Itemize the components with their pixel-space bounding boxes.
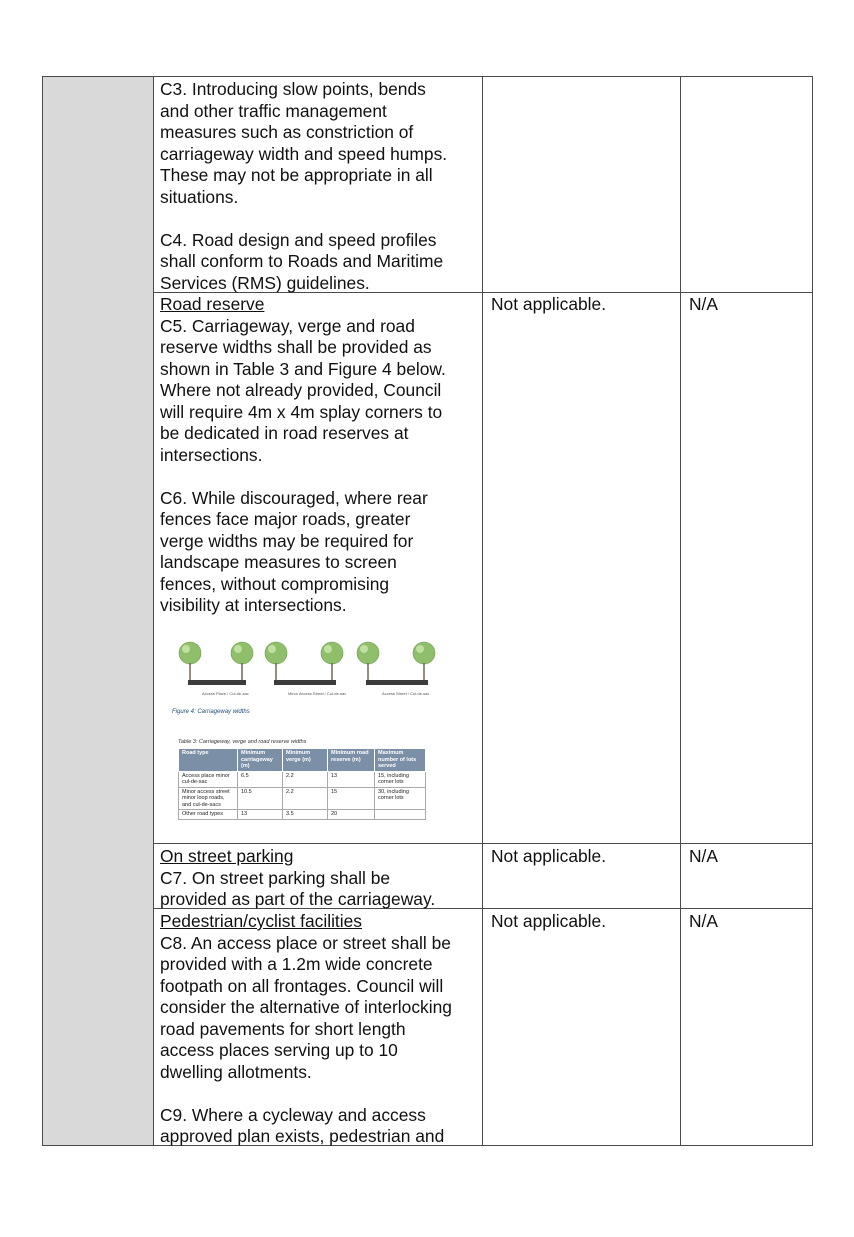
row-3-compliance: N/A [689, 911, 718, 931]
row-3-assessment: Not applicable. [491, 911, 607, 931]
table-row: Other road types 13 3.5 20 [179, 810, 426, 820]
carriageway-figure [172, 633, 440, 839]
section-heading-on-street-parking: On street parking [160, 846, 294, 866]
table-caption: Table 3: Carriageway, verge and road reserve widths [178, 739, 307, 745]
road-section-3 [366, 680, 428, 685]
row-1-compliance: N/A [689, 294, 718, 314]
figure-caption: Figure 4: Carriageway widths [172, 709, 250, 715]
figure-sublabel: Access Street / Cul-de-sac [382, 691, 430, 696]
figure-sublabel: Access Place / Cul-de-sac [202, 691, 249, 696]
row-2-requirements: On street parking C7. On street parking shall be provided as part of the carriageway. [160, 846, 436, 909]
figure-sublabel: Minor Access Street / Cul-de-sac [288, 691, 347, 696]
road-section-2 [274, 680, 336, 685]
section-heading-road-reserve: Road reserve [160, 294, 265, 314]
table-row: Access place minor cul-de-sac 6.5 2.2 13 15, including corner lots [179, 771, 426, 787]
grey-column [43, 77, 153, 1145]
row-1-assessment: Not applicable. [491, 294, 607, 314]
row-2-assessment: Not applicable. [491, 846, 607, 866]
road-widths-table: Road type Minimum carriageway (m) Minimum verge (m) Minimum road reserve (m) Maximum number of lots served Access place minor cul-de-sac 6.5 2.2 13 15, including corner lots Minor access street minor loop roads, and cul-de-sacs 10.5 2.2 15 30, including corner lots Other road types 13 3.5 20 [178, 748, 426, 820]
row-0-requirements: C3. Introducing slow points, bends and other traffic management measures such as constriction of carriageway width and speed humps. These may not be appropriate in all situations. C4. Road design and speed profiles shall conform to Roads and Maritime Services (RMS) guidelines. [160, 79, 448, 293]
row-3-requirements: Pedestrian/cyclist facilities C8. An access place or street shall be provided with a 1.2m wide concrete footpath on all frontages. Council will consider the alternative of interlocking road pavements for short length access places serving up to 10 dwelling allotments. C9. Where a cycleway and access approved plan exists, pedestrian and [160, 911, 452, 1146]
road-section-1 [188, 680, 246, 685]
row-1-requirements: Road reserve C5. Carriageway, verge and road reserve widths shall be provided as shown in Table 3 and Figure 4 below. Where not already provided, Council will require 4m x 4m splay corners to be dedicated in road reserves at intersections. C6. While discouraged, where rear fences face major roads, greater verge widths may be required for landscape measures to screen fences, without compromising visibility at intersections. [160, 294, 446, 615]
row-2-compliance: N/A [689, 846, 718, 866]
section-heading-pedestrian-cyclist: Pedestrian/cyclist facilities [160, 911, 362, 931]
table-row: Minor access street minor loop roads, and cul-de-sacs 10.5 2.2 15 30, including corner lots [179, 787, 426, 810]
